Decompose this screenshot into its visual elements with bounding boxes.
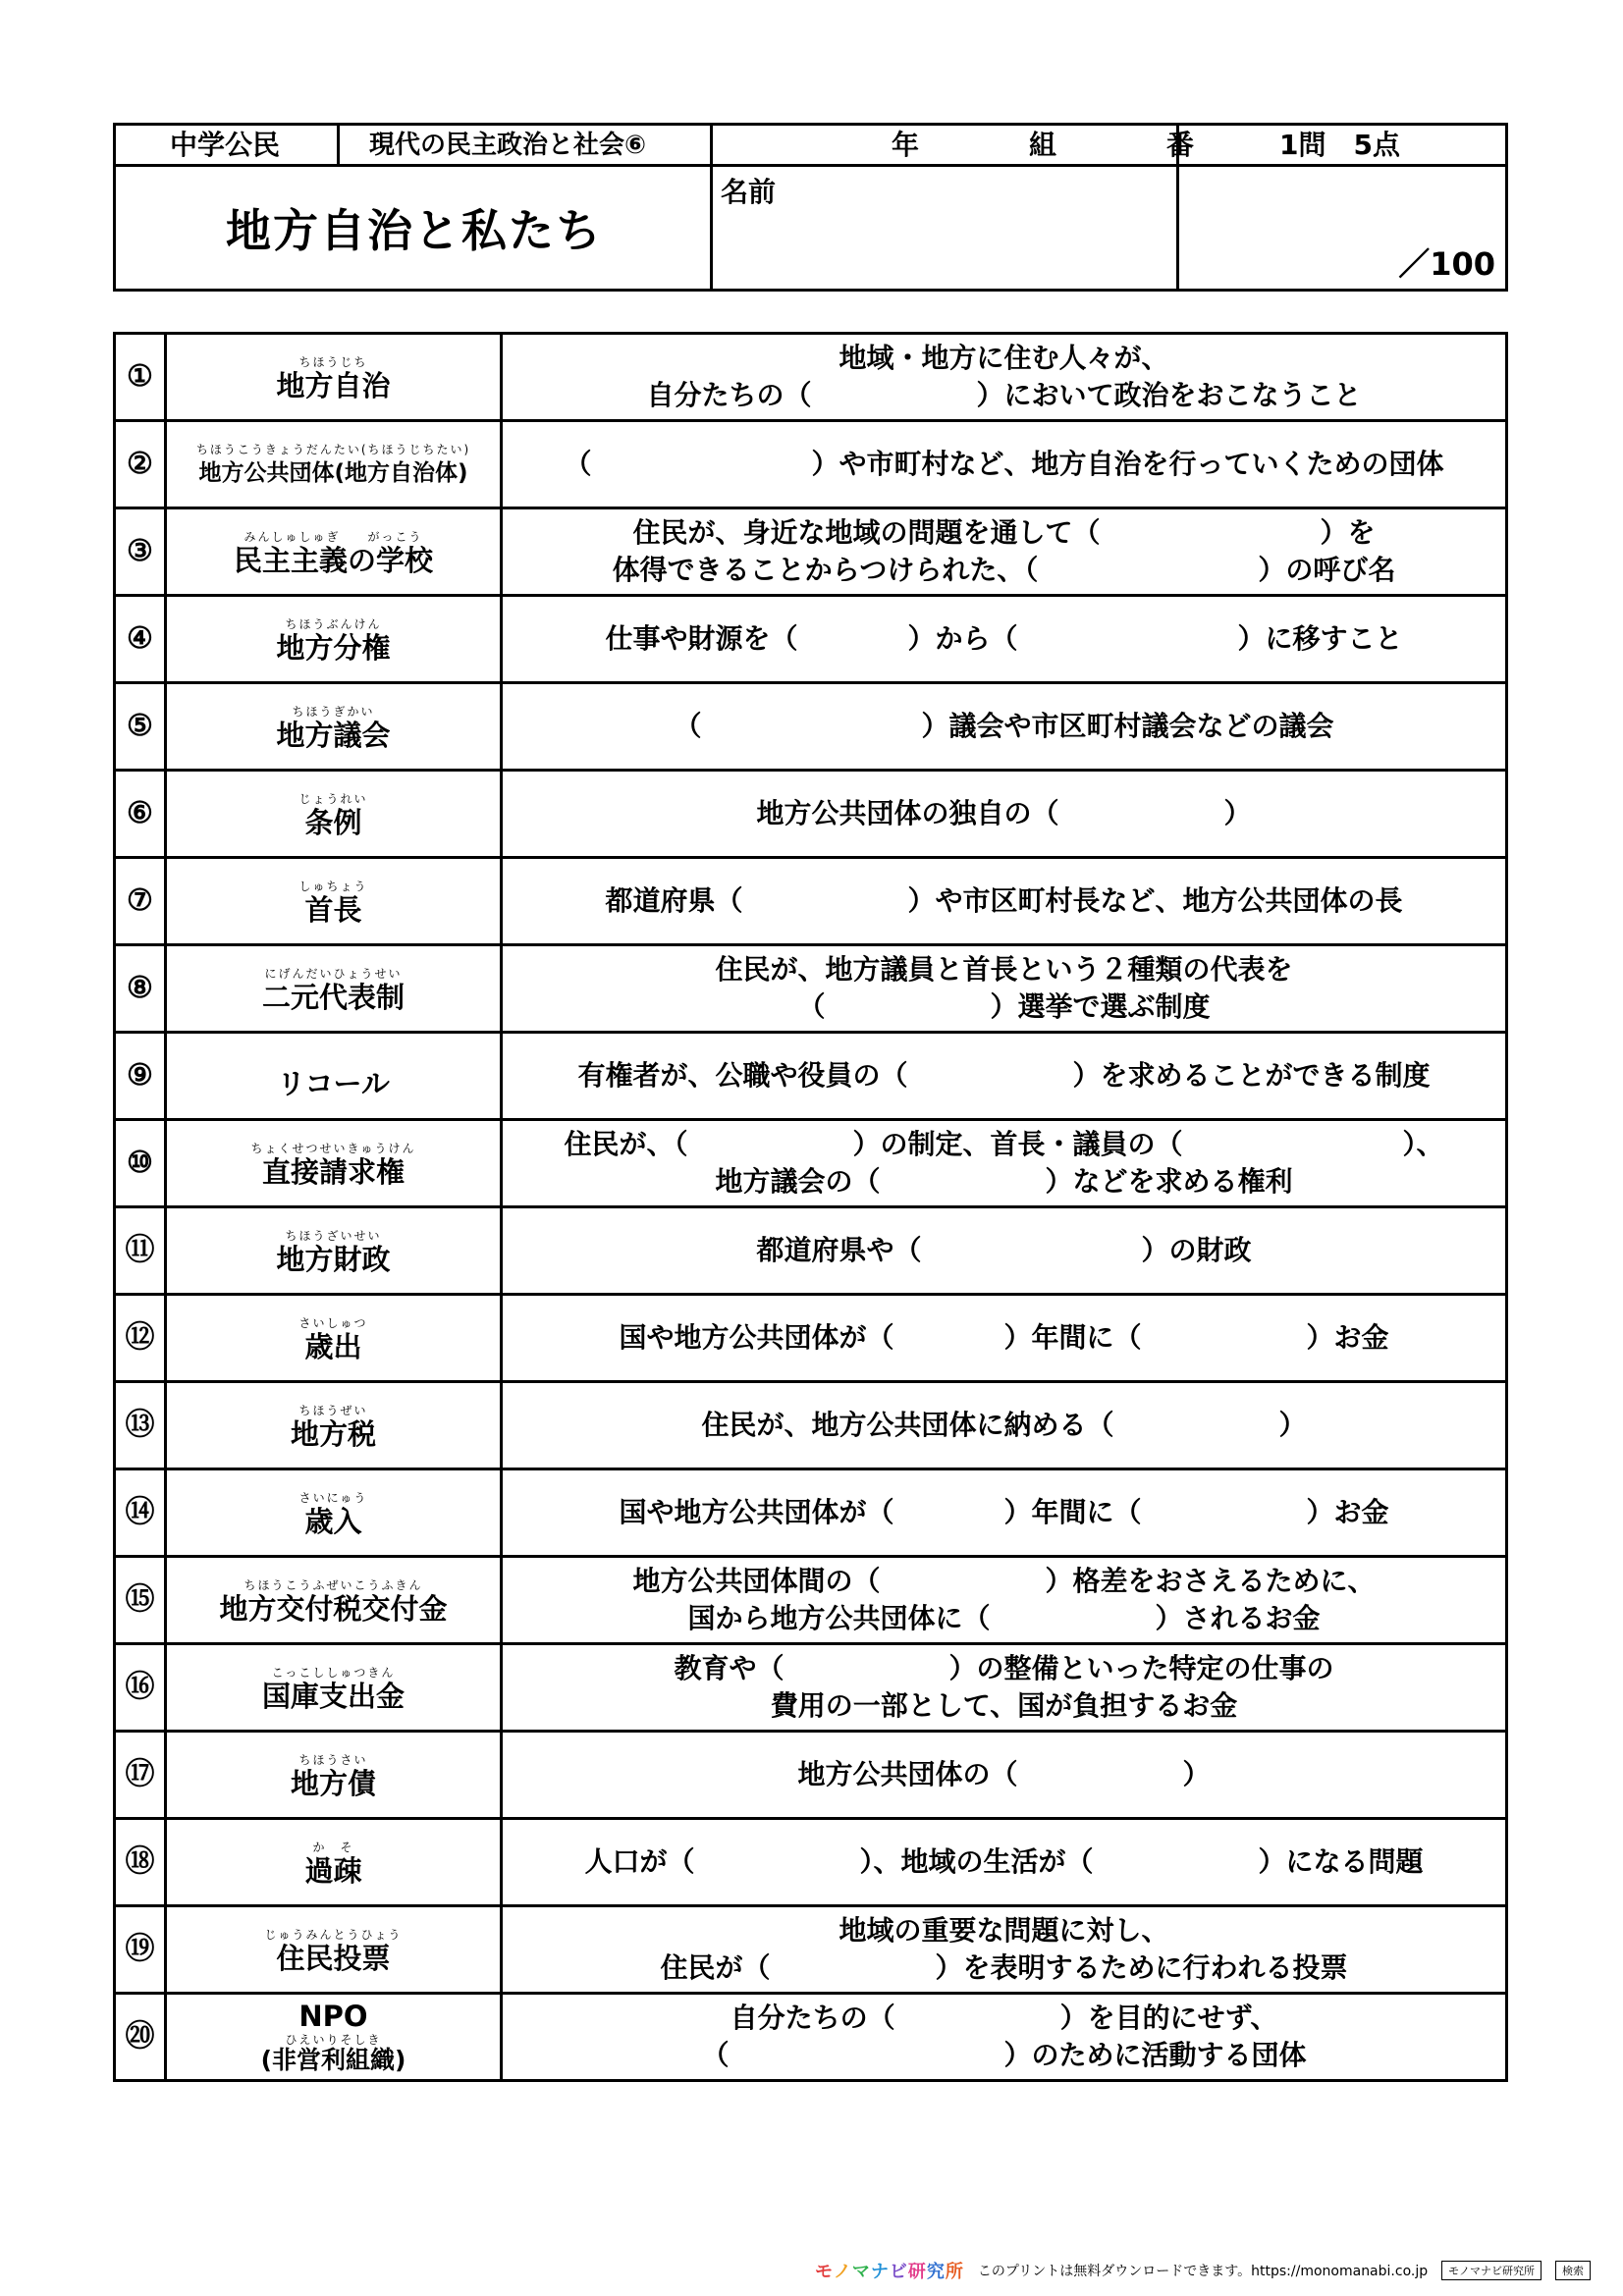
term-cell xyxy=(166,858,502,945)
description-line: 地方議会の（ ）などを求める権利 xyxy=(715,1165,1293,1198)
description-cell xyxy=(502,1557,1507,1644)
term-label: 直接請求権 xyxy=(261,1155,405,1189)
description-line: 国から地方公共団体に（ ）されるお金 xyxy=(687,1602,1321,1634)
term-sublabel: (非営利組織) xyxy=(260,2046,406,2074)
question-number-cell xyxy=(115,508,166,596)
question-number-cell xyxy=(115,1732,166,1819)
term-cell xyxy=(166,421,502,508)
term-label: 住民投票 xyxy=(276,1942,391,1975)
term-reading: ちほうぎかい xyxy=(292,705,375,719)
term-label: 条例 xyxy=(304,806,362,839)
term-cell xyxy=(166,683,502,771)
term-reading: ちょくせつせいきゅうけん xyxy=(250,1142,416,1155)
question-number: ⑱ xyxy=(125,1845,155,1878)
question-number: ⑧ xyxy=(127,972,153,1004)
description-cell xyxy=(502,1819,1507,1906)
subject-label: 中学公民 xyxy=(170,129,281,161)
question-row xyxy=(115,1819,1507,1906)
term-reading: か そ xyxy=(312,1841,354,1854)
question-number: ⑭ xyxy=(125,1496,155,1528)
description-line: 仕事や財源を（ ）から（ ）に移すこと xyxy=(605,622,1403,655)
term-label: リコール xyxy=(277,1066,390,1100)
term-cell xyxy=(166,1295,502,1382)
description-cell xyxy=(502,1295,1507,1382)
term-reading: さいにゅう xyxy=(298,1491,368,1505)
question-number: ⑳ xyxy=(125,2020,155,2053)
question-row xyxy=(115,858,1507,945)
question-number-cell xyxy=(115,858,166,945)
term-reading: じょうれい xyxy=(298,792,368,806)
question-row xyxy=(115,1033,1507,1120)
term-reading: ちほうこうきょうだんたい(ちほうじちたい) xyxy=(195,443,471,456)
question-number: ⑲ xyxy=(125,1933,155,1965)
description-line: 地方公共団体間の（ ）格差をおさえるために、 xyxy=(632,1565,1376,1597)
unit-label: 現代の民主政治と社会⑥ xyxy=(369,131,647,160)
term-reading: ちほうさい xyxy=(298,1753,368,1767)
question-number-cell xyxy=(115,1382,166,1469)
description-line: （ ）のために活動する団体 xyxy=(701,2039,1307,2071)
question-number-cell xyxy=(115,1469,166,1557)
term-cell xyxy=(166,771,502,858)
question-number: ⑬ xyxy=(125,1409,155,1441)
worksheet-header xyxy=(113,123,1508,292)
term-cell xyxy=(166,1120,502,1207)
description-cell xyxy=(502,1207,1507,1295)
description-line: （ ）や市町村など、地方自治を行っていくための団体 xyxy=(564,448,1444,480)
description-cell xyxy=(502,421,1507,508)
question-row xyxy=(115,1732,1507,1819)
term-cell xyxy=(166,1994,502,2081)
question-number-cell xyxy=(115,1295,166,1382)
term-label: 地方税 xyxy=(290,1417,376,1451)
footer-note: このプリントは無料ダウンロードできます。https://monomanabi.co.jp xyxy=(977,2264,1429,2279)
term-reading: ちほうぶんけん xyxy=(285,617,382,631)
header-divider xyxy=(337,126,340,167)
description-line: 国や地方公共団体が（ ）年間に（ ）お金 xyxy=(619,1496,1389,1528)
term-cell xyxy=(166,596,502,683)
term-cell xyxy=(166,1644,502,1732)
term-label: 地方交付税交付金 xyxy=(219,1592,448,1626)
question-number: ① xyxy=(127,360,153,393)
question-number-cell xyxy=(115,1557,166,1644)
description-cell xyxy=(502,1033,1507,1120)
term-label: 過疎 xyxy=(304,1854,362,1888)
description-line: 体得できることからつけられた、（ ）の呼び名 xyxy=(612,554,1396,586)
question-number-cell xyxy=(115,771,166,858)
term-cell xyxy=(166,1207,502,1295)
description-cell xyxy=(502,596,1507,683)
question-row xyxy=(115,1207,1507,1295)
question-number: ⑪ xyxy=(125,1234,155,1266)
term-label: 地方公共団体(地方自治体) xyxy=(198,460,468,486)
question-number-cell xyxy=(115,596,166,683)
term-label: 民主主義の学校 xyxy=(233,544,433,577)
question-row xyxy=(115,1469,1507,1557)
term-label: 地方債 xyxy=(290,1767,376,1800)
page-title: 地方自治と私たち xyxy=(226,204,603,257)
footer-search-box: モノマナビ研究所 xyxy=(1441,2261,1542,2280)
question-row xyxy=(115,1382,1507,1469)
question-number: ⑨ xyxy=(127,1059,153,1092)
score-total: ／100 xyxy=(1398,245,1495,283)
term-reading: ちほうぜい xyxy=(298,1404,368,1417)
description-line: 住民が、（ ）の制定、首長・議員の（ ）、 xyxy=(564,1128,1444,1160)
question-number-cell xyxy=(115,683,166,771)
question-number: ④ xyxy=(127,622,153,655)
question-number-cell xyxy=(115,1906,166,1994)
description-cell xyxy=(502,858,1507,945)
description-line: 住民が、地方議員と首長という２種類の代表を xyxy=(715,953,1293,986)
question-number: ② xyxy=(127,448,153,480)
question-row xyxy=(115,945,1507,1033)
term-label: 国庫支出金 xyxy=(261,1680,405,1713)
description-cell xyxy=(502,1120,1507,1207)
description-line: （ ）議会や市区町村議会などの議会 xyxy=(674,710,1334,742)
term-label: 歳入 xyxy=(304,1505,362,1538)
term-reading: ちほうこうふぜいこうふきん xyxy=(243,1578,423,1592)
description-cell xyxy=(502,1906,1507,1994)
term-reading: ひえいりそしき xyxy=(285,2033,382,2047)
question-row xyxy=(115,596,1507,683)
question-row xyxy=(115,1994,1507,2081)
description-line: 地域の重要な問題に対し、 xyxy=(839,1914,1169,1947)
term-reading: じゅうみんとうひょう xyxy=(264,1928,403,1942)
question-number-cell xyxy=(115,1207,166,1295)
term-label: 地方議会 xyxy=(276,719,391,752)
term-label: 二元代表制 xyxy=(261,981,405,1014)
question-table xyxy=(113,332,1508,2082)
term-label: 首長 xyxy=(304,893,362,927)
description-line: 国や地方公共団体が（ ）年間に（ ）お金 xyxy=(619,1321,1389,1354)
question-row xyxy=(115,1644,1507,1732)
question-number: ⑦ xyxy=(127,884,153,917)
description-cell xyxy=(502,1469,1507,1557)
term-cell xyxy=(166,1732,502,1819)
term-cell xyxy=(166,1906,502,1994)
term-reading: ちほうざいせい xyxy=(285,1229,382,1243)
description-line: 有権者が、公職や役員の（ ）を求めることができる制度 xyxy=(577,1059,1431,1092)
description-line: 住民が、身近な地域の問題を通して（ ）を xyxy=(632,516,1376,549)
question-number-cell xyxy=(115,1644,166,1732)
description-cell xyxy=(502,508,1507,596)
question-row xyxy=(115,421,1507,508)
term-reading: みんしゅしゅぎ がっこう xyxy=(243,530,423,544)
question-number-cell xyxy=(115,421,166,508)
question-number-cell xyxy=(115,334,166,421)
term-cell xyxy=(166,1033,502,1120)
question-number: ⑩ xyxy=(127,1147,153,1179)
description-cell xyxy=(502,771,1507,858)
question-number: ⑤ xyxy=(127,710,153,742)
question-row xyxy=(115,1557,1507,1644)
description-cell xyxy=(502,1644,1507,1732)
term-reading: にげんだいひょうせい xyxy=(264,967,403,981)
footer-search-button: 検索 xyxy=(1555,2261,1591,2280)
description-line: 地域・地方に住む人々が、 xyxy=(839,342,1169,374)
points-label: 1問 5点 xyxy=(1279,129,1400,161)
description-line: 自分たちの（ ）を目的にせず、 xyxy=(730,2002,1278,2034)
description-line: 都道府県や（ ）の財政 xyxy=(756,1234,1252,1266)
name-field-label: 名前 xyxy=(721,176,777,208)
term-reading: ちほうじち xyxy=(298,355,368,369)
question-number-cell xyxy=(115,1994,166,2081)
description-cell xyxy=(502,1382,1507,1469)
term-reading: こっこししゅつきん xyxy=(271,1666,396,1680)
description-cell xyxy=(502,334,1507,421)
question-number: ③ xyxy=(127,535,153,567)
term-cell xyxy=(166,1819,502,1906)
question-row xyxy=(115,771,1507,858)
description-line: 自分たちの（ ）において政治をおこなうこと xyxy=(646,379,1362,411)
description-line: 都道府県（ ）や市区町村長など、地方公共団体の長 xyxy=(605,884,1403,917)
question-number-cell xyxy=(115,1120,166,1207)
description-cell xyxy=(502,945,1507,1033)
question-number: ⑯ xyxy=(125,1671,155,1703)
term-label: NPO xyxy=(298,2000,368,2033)
term-cell xyxy=(166,945,502,1033)
class-number-label: 年 組 番 xyxy=(892,129,1195,161)
term-label: 地方分権 xyxy=(276,631,391,665)
question-row xyxy=(115,508,1507,596)
term-label: 地方財政 xyxy=(276,1243,391,1276)
term-cell xyxy=(166,334,502,421)
description-cell xyxy=(502,1994,1507,2081)
question-row xyxy=(115,683,1507,771)
question-number-cell xyxy=(115,1033,166,1120)
term-cell xyxy=(166,1469,502,1557)
question-row xyxy=(115,1906,1507,1994)
description-line: 人口が（ ）、地域の生活が（ ）になる問題 xyxy=(584,1845,1424,1878)
term-cell xyxy=(166,1557,502,1644)
question-number: ⑥ xyxy=(127,797,153,829)
description-line: 住民が、地方公共団体に納める（ ） xyxy=(701,1409,1307,1441)
question-number-cell xyxy=(115,945,166,1033)
term-label: 地方自治 xyxy=(276,369,391,402)
footer xyxy=(815,2256,1591,2285)
description-line: 地方公共団体の独自の（ ） xyxy=(756,797,1252,829)
description-line: 費用の一部として、国が負担するお金 xyxy=(770,1689,1238,1722)
term-label: 歳出 xyxy=(304,1330,362,1363)
brand-logo: モノマナビ研究所 xyxy=(815,2262,964,2282)
term-cell xyxy=(166,508,502,596)
term-reading: しゅちょう xyxy=(298,880,368,893)
description-line: 地方公共団体の（ ） xyxy=(797,1758,1211,1790)
question-row xyxy=(115,1295,1507,1382)
question-number: ⑫ xyxy=(125,1321,155,1354)
description-cell xyxy=(502,1732,1507,1819)
description-line: （ ）選挙で選ぶ制度 xyxy=(797,990,1211,1023)
term-cell xyxy=(166,1382,502,1469)
description-line: 住民が（ ）を表明するために行われる投票 xyxy=(660,1951,1348,1984)
question-number: ⑰ xyxy=(125,1758,155,1790)
question-number-cell xyxy=(115,1819,166,1906)
term-reading: さいしゅつ xyxy=(298,1316,368,1330)
description-cell xyxy=(502,683,1507,771)
question-row xyxy=(115,1120,1507,1207)
description-line: 教育や（ ）の整備といった特定の仕事の xyxy=(674,1652,1334,1684)
question-row xyxy=(115,334,1507,421)
question-number: ⑮ xyxy=(125,1583,155,1616)
